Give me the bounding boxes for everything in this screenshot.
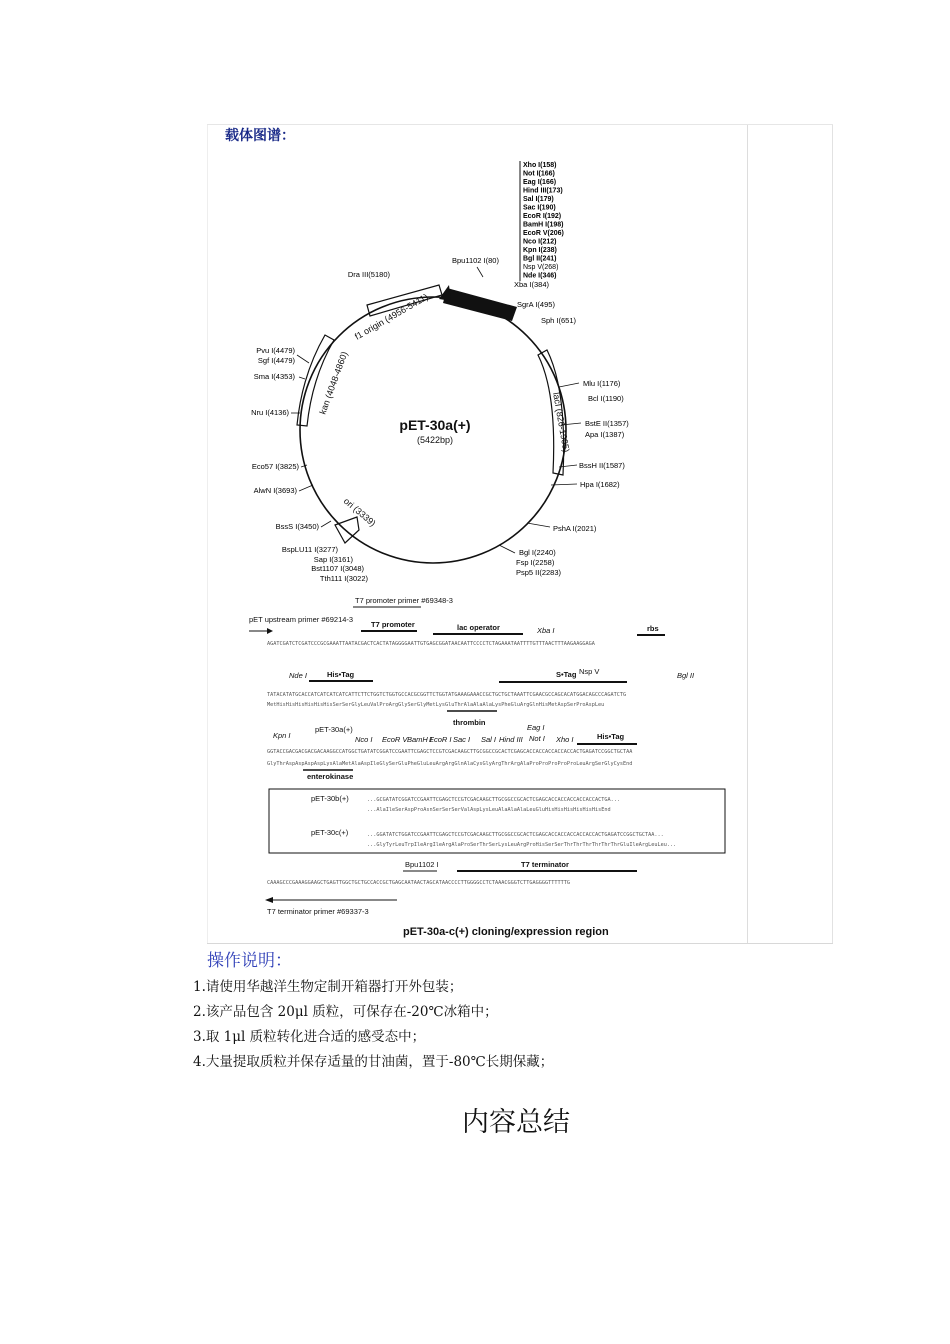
site-label: BssH II(1587) — [579, 461, 625, 470]
site-label: Nru I(4136) — [251, 408, 289, 417]
region-label: Xho I — [556, 735, 574, 744]
site-label: Bst1107 I(3048) — [311, 564, 364, 573]
site-label: Pvu I(4479) — [256, 346, 295, 355]
site-label: Psp5 II(2283) — [516, 568, 562, 577]
region-label: lac operator — [457, 623, 500, 632]
plasmid-size: (5422bp) — [416, 435, 454, 445]
site-label: Xba I(384) — [514, 280, 550, 289]
region-label: EcoR I — [429, 735, 452, 744]
sequence-line: GGTACCGACGACGACGACAAGGCCATGGCTGATATCGGATCCGAATTCGAGCTCCGTCGACAAGCTTGCGGCCGCACTCGAGCACCACCACCACCACCACTGAGATCCGGCTGCTAA — [267, 749, 633, 755]
site-label: Not I(166) — [523, 170, 555, 178]
region-label: EcoR V — [382, 735, 408, 744]
region-label: Sac I — [453, 735, 471, 744]
region-label: T7 terminator — [521, 860, 569, 869]
site-label: AlwN I(3693) — [253, 486, 297, 495]
site-label: BspLU11 I(3277) — [281, 545, 338, 554]
site-label: Sac I(190) — [523, 204, 556, 212]
region-label: pET-30c(+) — [311, 828, 349, 837]
site-label: BssS I(3450) — [275, 522, 319, 531]
site-label: Dra III(5180) — [347, 270, 390, 279]
sequence-line: TATACATATGCACCATCATCATCATCATTCTTCTGGTCTGGTGCCACGCGGTTCTGGTATGAAAGAAACCGCTGCTGCTAAATTCGAACGCCAGCACATGGACAGCCCAGATCTG — [267, 692, 627, 698]
sites-top-list — [523, 162, 564, 280]
region-label: Nco I — [355, 735, 373, 744]
site-label: Fsp I(2258) — [516, 558, 555, 567]
plasmid-name: pET-30a(+) — [399, 417, 471, 433]
site-label: Sph I(651) — [541, 316, 577, 325]
site-label: BamH I(198) — [523, 221, 564, 229]
aa-line: GlyThrAspAspAspAspLysAlaMetAlaAspIleGlySerGluPheGluLeuArgArgGlnAlaCysGlyArgThrArgAlaProProProProProLeuArgSerGlyCysEnd — [267, 761, 633, 767]
site-label: Sgf I(4479) — [257, 356, 295, 365]
sequence-line: ...GCGATATCGGATCCGAATTCGAGCTCCGTCGACAAGCTTGCGGCCGCACTCGAGCACCACCACCACCACCACTGA... — [367, 797, 620, 803]
region-label: rbs — [647, 624, 659, 633]
site-label: EcoR I(192) — [523, 213, 562, 220]
site-label: Eco57 I(3825) — [251, 462, 299, 471]
mcs-block — [443, 288, 517, 321]
instruction-step: 3.取 1μl 质粒转化进合适的感受态中； — [193, 1029, 426, 1045]
region-label: His•Tag — [597, 732, 625, 741]
ori-arrow — [335, 517, 359, 543]
region-label: T7 terminator primer #69337-3 — [267, 907, 369, 916]
feature-kan: kan (4048-4860) — [317, 350, 350, 416]
region-label: S•Tag — [556, 670, 577, 679]
instruction-step: 2.该产品包含 20μl 质粒，可保存在-20℃冰箱中； — [193, 1004, 498, 1020]
site-label: Eag I(166) — [523, 179, 557, 186]
site-label: Tth111 I(3022) — [319, 574, 368, 583]
site-label: BstE II(1357) — [585, 419, 629, 428]
region-label: Kpn I — [273, 731, 291, 740]
region-label: Bpu1102 I — [405, 860, 439, 869]
feature-ori: ori (3339) — [341, 495, 378, 529]
sequence-line: CAAAGCCCGAAAGGAAGCTGAGTTGGCTGCTGCCACCGCTGAGCAATAACTAGCATAACCCCTTGGGGCCTCTAAACGGGTCTTGAGGGGTTTTTTG — [267, 880, 570, 886]
site-label: Bpu1102 I(80) — [452, 256, 499, 265]
site-label: Mlu I(1176) — [583, 379, 621, 388]
region-label: Not I — [529, 734, 545, 743]
region-label: enterokinase — [307, 772, 354, 781]
region-label: His•Tag — [327, 670, 355, 679]
site-label: Sma I(4353) — [253, 372, 295, 381]
region-label: Sal I — [481, 735, 497, 744]
site-label: Apa I(1387) — [585, 430, 625, 439]
region-label: pET-30b(+) — [311, 794, 349, 803]
aa-line: ...AlaIleSerAspProAsnSerSerSerValAspLysLeuAlaAlaAlaLeuGluHisHisHisHisHisHisEnd — [367, 807, 611, 813]
site-label: Hind III(173) — [523, 187, 563, 195]
region-label: Nsp V — [579, 667, 600, 676]
site-label: Sal I(179) — [523, 196, 554, 203]
aa-line: MetHisHisHisHisHisHisSerSerGlyLeuValProArgGlySerGlyMetLysGluThrAlaAlaAlaLysPheGluArgGlnHisMetAspSerProAspLeu — [267, 702, 605, 708]
sequence-line: AGATCGATCTCGATCCCGCGAAATTAATACGACTCACTATAGGGGAATTGTGAGCGGATAACAATTCCCCTCTAGAAATAATTTTGTTTAACTTTAAGAAGGAGA — [267, 641, 595, 647]
site-label: Bcl I(1190) — [588, 394, 624, 403]
region-label: pET upstream primer #69214-3 — [249, 615, 354, 624]
site-label: Nsp V(268) — [523, 264, 559, 271]
sequence-line: ...GGATATCTGGATCCGAATTCGAGCTCCGTCGACAAGCTTGCGGCCGCACTCGAGCACCACCACCACCACCACTGAGATCCGGCTGCTAA... — [367, 832, 664, 838]
summary-heading: 内容总结 — [462, 1107, 570, 1138]
plasmid-map — [207, 125, 833, 943]
site-label: EcoR V(206) — [523, 230, 564, 237]
site-label: SgrA I(495) — [517, 300, 555, 309]
site-label: Bgl II(241) — [523, 255, 557, 263]
region-label: T7 promoter primer #69348-3 — [355, 596, 453, 605]
region-label: T7 promoter — [371, 620, 415, 629]
expression-region — [249, 596, 725, 938]
site-label: Xho I(158) — [523, 162, 557, 169]
site-label: Sap I(3161) — [313, 555, 353, 564]
region-label: Eag I — [527, 723, 545, 732]
vector-map-figure — [207, 124, 833, 944]
site-label: Hpa I(1682) — [580, 480, 620, 489]
sites-left-list — [251, 270, 390, 583]
site-label: Nco I(212) — [523, 238, 557, 246]
region-label: Nde I — [289, 671, 307, 680]
feature-laci: lacI (826-1905) — [551, 391, 572, 453]
feature-f1: f1 origin (4956-5411) — [353, 291, 430, 342]
site-label: PshA I(2021) — [553, 524, 597, 533]
map-title: 载体图谱： — [225, 128, 295, 144]
aa-line: ...GlyTyrLeuTrpIleArgIleArgAlaProSerThrSerLysLeuArgProHisSerSerThrThrThrThrThrThrGluIleArgLeuLeu... — [367, 842, 677, 848]
region-label: Hind III — [499, 735, 523, 744]
region-label: pET-30a(+) — [315, 725, 353, 734]
site-label: Bgl I(2240) — [519, 548, 556, 557]
site-label: Nde I(346) — [523, 272, 557, 280]
region-label: thrombin — [453, 718, 486, 727]
instruction-step: 1.请使用华越洋生物定制开箱器打开外包装； — [193, 979, 463, 995]
instructions-heading: 操作说明： — [207, 951, 292, 971]
site-label: Kpn I(238) — [523, 247, 557, 254]
region-label: Bgl II — [677, 671, 695, 680]
region-caption: pET-30a-c(+) cloning/expression region — [403, 926, 609, 938]
region-label: Xba I — [537, 626, 555, 635]
region-label: BamH I — [407, 735, 433, 744]
instruction-step: 4.大量提取质粒并保存适量的甘油菌，置于-80℃长期保藏； — [193, 1054, 554, 1070]
